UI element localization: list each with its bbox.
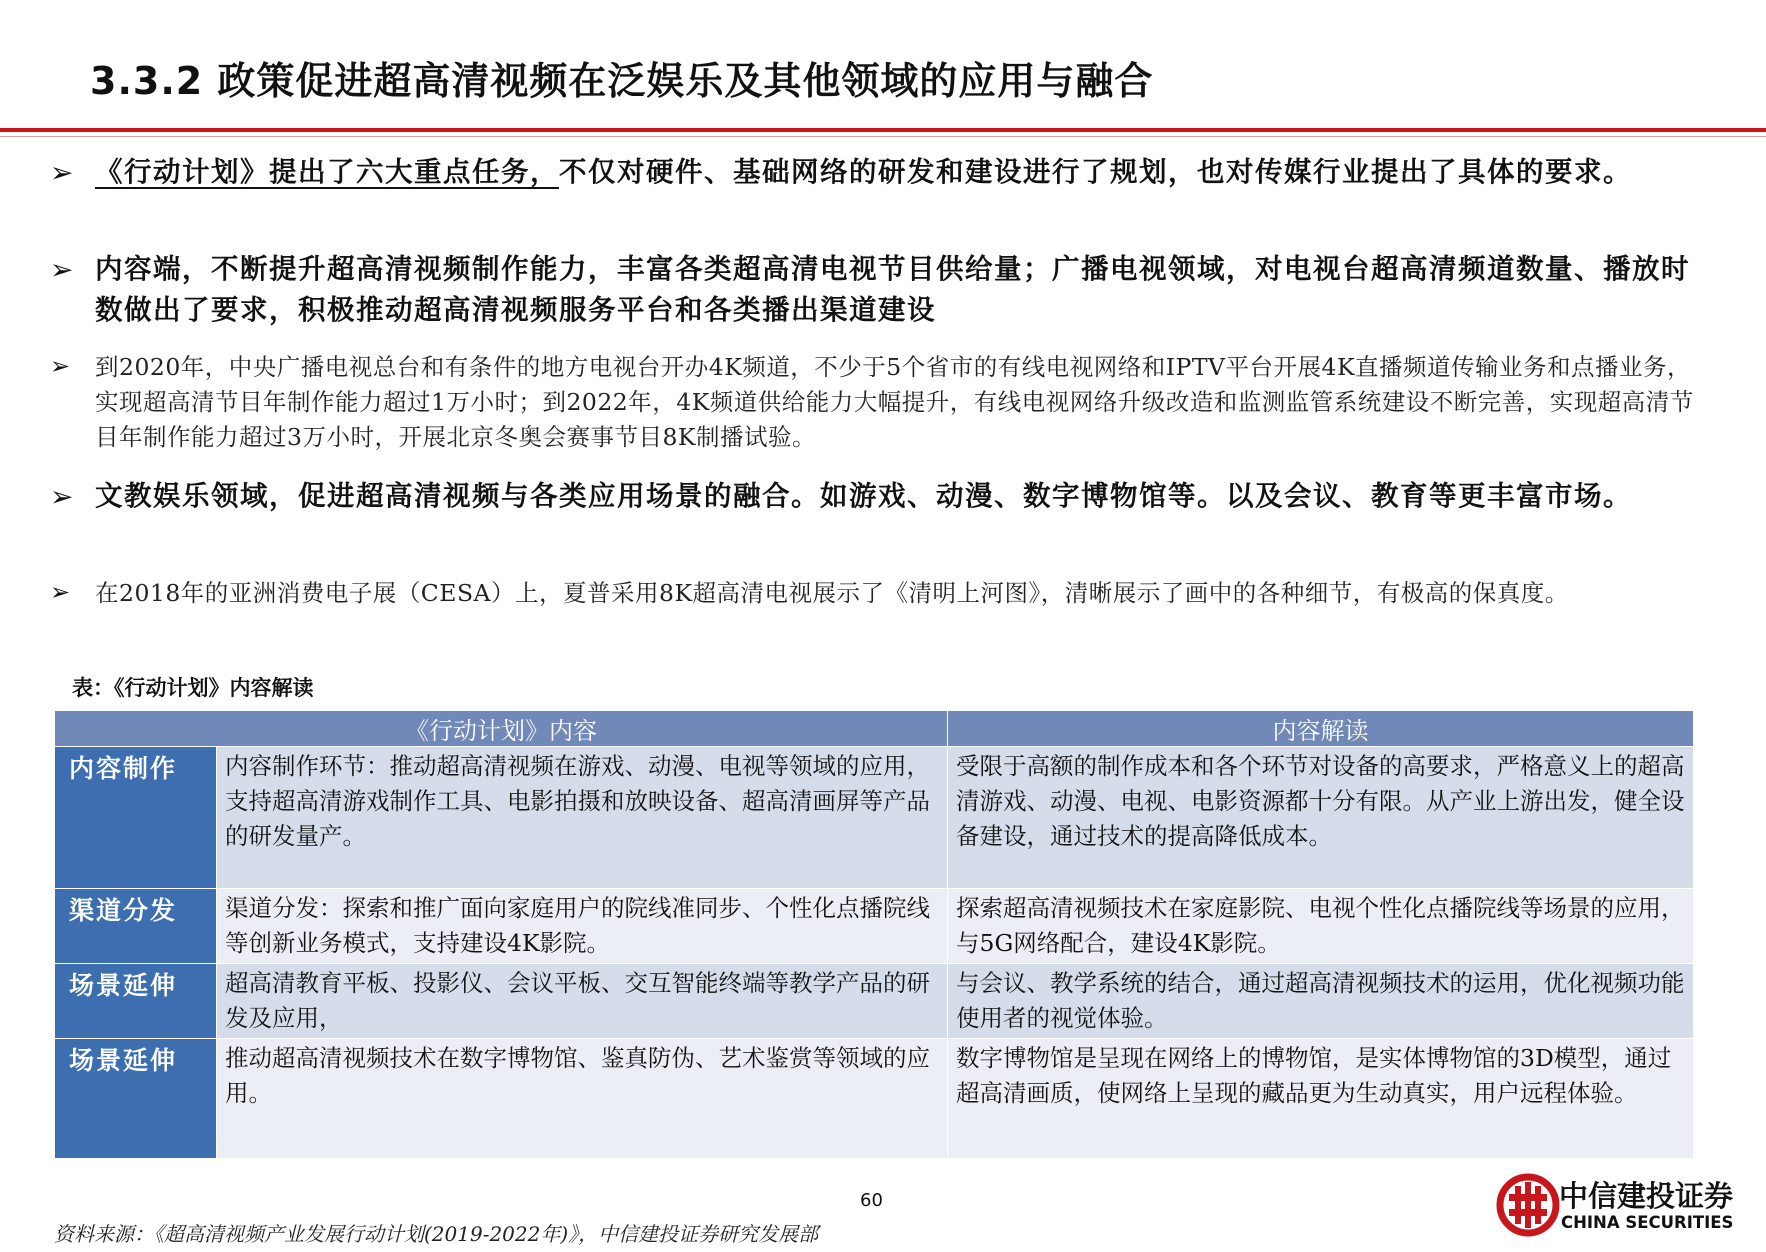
row-content: 内容制作环节：推动超高清视频在游戏、动漫、电视等领域的应用，支持超高清游戏制作工具、电影拍摄和放映设备、超高清画屏等产品的研发量产。 — [217, 747, 948, 889]
arrow-bullet-icon: ➢ — [50, 352, 71, 380]
row-interpretation: 与会议、教学系统的结合，通过超高清视频技术的运用，优化视频功能使用者的视觉体验。 — [948, 964, 1694, 1039]
bullet-item-1 — [50, 152, 1695, 193]
bullet-item-3 — [50, 350, 1695, 455]
row-content: 超高清教育平板、投影仪、会议平板、交互智能终端等教学产品的研发及应用， — [217, 964, 948, 1039]
table-header-content: 《行动计划》内容 — [55, 711, 948, 747]
row-content: 推动超高清视频技术在数字博物馆、鉴真防伪、艺术鉴赏等领域的应用。 — [217, 1039, 948, 1159]
table-row — [55, 747, 1694, 889]
row-interpretation: 受限于高额的制作成本和各个环节对设备的高要求，严格意义上的超高清游戏、动漫、电视、电影资源都十分有限。从产业上游出发，健全设备建设，通过技术的提高降低成本。 — [948, 747, 1694, 889]
logo-name-cn: 中信建投证券 — [1559, 1179, 1734, 1213]
bullet-text — [95, 152, 1695, 193]
source-note: 资料来源：《超高清视频产业发展行动计划(2019-2022年)》，中信建投证券研究发展部 — [54, 1222, 819, 1246]
page-number: 60 — [860, 1190, 883, 1211]
page-title: 3.3.2 政策促进超高清视频在泛娱乐及其他领域的应用与融合 — [90, 59, 1154, 103]
table-header-interpretation: 内容解读 — [948, 711, 1694, 747]
bullet-underlined-text: 《行动计划》提出了六大重点任务， — [95, 156, 559, 188]
logo-name-en: CHINA SECURITIES — [1561, 1213, 1734, 1232]
row-interpretation: 数字博物馆是呈现在网络上的博物馆，是实体博物馆的3D模型，通过超高清画质，使网络上呈现的藏品更为生动真实，用户远程体验。 — [948, 1039, 1694, 1159]
table-header-row — [55, 711, 1694, 747]
row-interpretation: 探索超高清视频技术在家庭影院、电视个性化点播院线等场景的应用，与5G网络配合，建设4K影院。 — [948, 889, 1694, 964]
table-caption: 表：《行动计划》内容解读 — [72, 676, 314, 700]
bullet-rest-text: 不仅对硬件、基础网络的研发和建设进行了规划，也对传媒行业提出了具体的要求。 — [559, 156, 1632, 188]
row-label: 场景延伸 — [55, 964, 217, 1039]
bullet-text: 文教娱乐领域，促进超高清视频与各类应用场景的融合。如游戏、动漫、数字博物馆等。以及会议、教育等更丰富市场。 — [95, 480, 1632, 512]
bullet-text: 内容端，不断提升超高清视频制作能力，丰富各类超高清电视节目供给量；广播电视领域，对电视台超高清频道数量、播放时数做出了要求，积极推动超高清视频服务平台和各类播出渠道建设 — [95, 253, 1690, 326]
table-row — [55, 889, 1694, 964]
arrow-bullet-icon: ➢ — [50, 156, 74, 189]
arrow-bullet-icon: ➢ — [50, 253, 74, 286]
table-row — [55, 1039, 1694, 1159]
china-securities-logo-icon — [1495, 1172, 1561, 1238]
title-divider — [0, 128, 1766, 132]
bullet-text: 在2018年的亚洲消费电子展（CESA）上，夏普采用8K超高清电视展示了《清明上河图》，清晰展示了画中的各种细节，有极高的保真度。 — [95, 579, 1569, 607]
row-label: 内容制作 — [55, 747, 217, 889]
arrow-bullet-icon: ➢ — [50, 480, 74, 513]
company-logo — [1495, 1172, 1745, 1244]
bullet-item-5 — [50, 576, 1695, 611]
title-divider-thin — [0, 136, 1766, 137]
arrow-bullet-icon: ➢ — [50, 578, 71, 606]
bullet-text: 到2020年，中央广播电视总台和有条件的地方电视台开办4K频道，不少于5个省市的有线电视网络和IPTV平台开展4K直播频道传输业务和点播业务，实现超高清节目年制作能力超过1万小时；到2022年，4K频道供给能力大幅提升，有线电视网络升级改造和监测监管系统建设不断完善，实现超高清节目年制作能力超过3万小时，开展北京冬奥会赛事节目8K制播试验。 — [95, 353, 1694, 451]
bullet-item-4 — [50, 476, 1695, 517]
bullet-item-2 — [50, 249, 1695, 331]
table-row — [55, 964, 1694, 1039]
row-label: 场景延伸 — [55, 1039, 217, 1159]
row-label: 渠道分发 — [55, 889, 217, 964]
action-plan-table — [54, 710, 1694, 1159]
row-content: 渠道分发：探索和推广面向家庭用户的院线准同步、个性化点播院线等创新业务模式，支持建设4K影院。 — [217, 889, 948, 964]
